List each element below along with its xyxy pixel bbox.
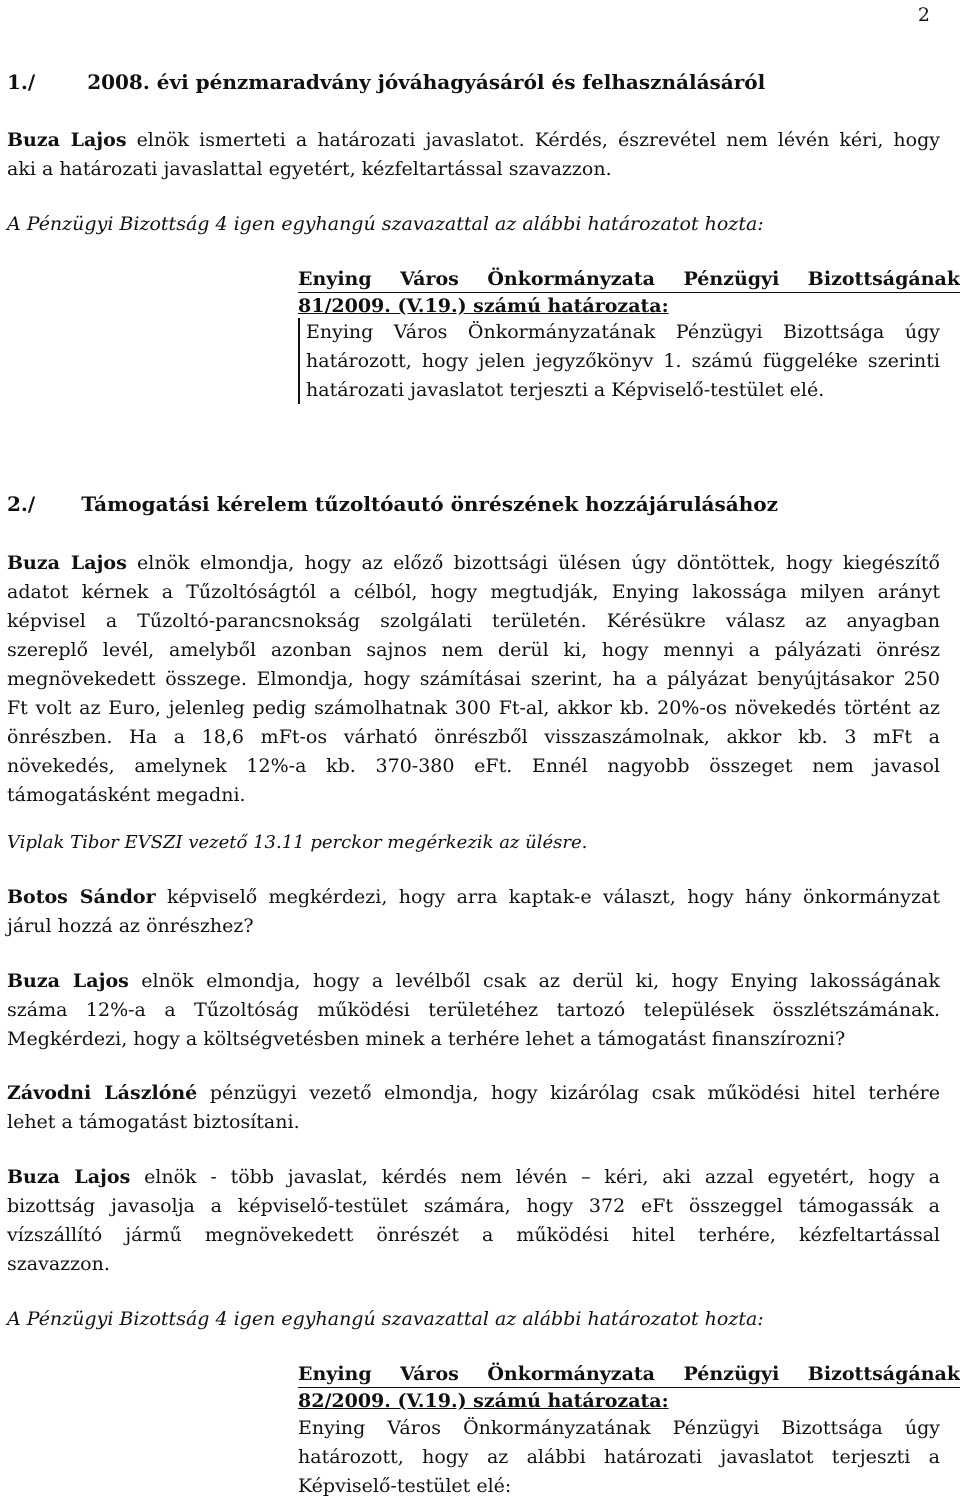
section1-vote-line: A Pénzügyi Bizottság 4 igen egyhangú szavazattal az alábbi határozatot hozta: [7,213,764,235]
section2-paragraph-line: szereplő levél, amelyből azonban sajnos nem derül ki, hogy mennyi a pályázati önrész [7,639,940,661]
section1-paragraph-line: aki a határozati javaslattal egyetért, kézfeltartással szavazzon. [7,158,612,180]
section2-paragraph-line: szavazzon. [7,1253,110,1275]
section2-paragraph-line: önrészben. Ha a 18,6 mFt-os várható önrészből visszaszámolnak, akkor kb. 3 mFt a [7,726,940,748]
section2-number: 2./ [7,492,36,516]
section2-paragraph-line: megnövekedett összege. Elmondja, hogy számításai szerint, ha a pályázat benyújtásakor 250 [7,668,940,690]
section2-paragraph-line: vízszállító jármű megnövekedett önrészét a működési hitel terhére, kézfeltartással [7,1224,940,1246]
resolution1-heading-line1: Enying Város Önkormányzata Pénzügyi Bizottságának [298,266,960,293]
section2-paragraph-line: támogatásként megadni. [7,784,246,806]
section1-number: 1./ [7,70,36,94]
section2-paragraph-line: Megkérdezi, hogy a költségvetésben minek a terhére lehet a támogatást finanszírozni? [7,1028,846,1050]
section2-vote-line: A Pénzügyi Bizottság 4 igen egyhangú szavazattal az alábbi határozatot hozta: [7,1308,764,1330]
speaker-name: Buza Lajos [7,552,127,574]
speaker-name: Buza Lajos [7,970,129,992]
speaker-name: Buza Lajos [7,1166,131,1188]
speaker-name: Závodni Lászlóné [7,1082,198,1104]
section2-paragraph-line: Buza Lajos elnök elmondja, hogy a levélből csak az derül ki, hogy Enying lakosságának [7,970,940,992]
resolution2-heading-line1: Enying Város Önkormányzata Pénzügyi Bizottságának [298,1361,960,1388]
arrival-note: Viplak Tibor EVSZI vezető 13.11 perckor megérkezik az ülésre. [7,832,588,853]
section2-paragraph-line: lehet a támogatást biztosítani. [7,1111,300,1133]
resolution2-heading [298,1361,960,1414]
section2-paragraph-line: Buza Lajos elnök - több javaslat, kérdés nem lévén – kéri, aki azzal egyetért, hogy a [7,1166,940,1188]
section1-title: 2008. évi pénzmaradvány jóváhagyásáról és felhasználásáról [87,70,766,94]
section2-paragraph-line: bizottság javasolja a képviselő-testület számára, hogy 372 eFt összeggel támogassák a [7,1195,940,1217]
section2-heading [7,490,778,518]
resolution2-heading-line2: 82/2009. (V.19.) számú határozata: [298,1390,669,1412]
resolution2-body: Enying Város Önkormányzatának Pénzügyi Bizottsága úgy határozott, hogy az alábbi határozati javaslatot terjeszti a Képviselő-testület elé: [298,1417,940,1497]
speaker-name: Buza Lajos [7,129,127,151]
section2-paragraph-line: Buza Lajos elnök elmondja, hogy az előző bizottsági ülésen úgy döntöttek, hogy kiegészítő [7,552,940,574]
page-number: 2 [917,4,930,26]
section1-paragraph-line: Buza Lajos elnök ismerteti a határozati javaslatot. Kérdés, észrevétel nem lévén kéri, hogy [7,129,940,151]
section2-paragraph-line: Botos Sándor képviselő megkérdezi, hogy arra kaptak-e választ, hogy hány önkormányzat [7,886,940,908]
resolution1-margin-bar [298,318,300,404]
resolution1-heading-line2: 81/2009. (V.19.) számú határozata: [298,295,669,317]
section2-paragraph-line: növekedés, amelynek 12%-a kb. 370-380 eFt. Ennél nagyobb összeget nem javasol [7,755,940,777]
section2-title: Támogatási kérelem tűzoltóautó önrészének hozzájárulásához [81,492,778,516]
resolution1-heading [298,266,960,319]
resolution1-body: Enying Város Önkormányzatának Pénzügyi Bizottsága úgy határozott, hogy jelen jegyzőkönyv 1. számú függeléke szerinti határozati javaslatot terjeszti a Képviselő-testület elé. [306,321,940,401]
section2-paragraph-line: Závodni Lászlóné pénzügyi vezető elmondja, hogy kizárólag csak működési hitel terhére [7,1082,940,1104]
section2-paragraph-line: járul hozzá az önrészhez? [7,915,254,937]
speaker-name: Botos Sándor [7,886,156,908]
section2-paragraph-line: száma 12%-a a Tűzoltóság működési területéhez tartozó települések összlétszámának. [7,999,940,1021]
section2-paragraph-line: Ft volt az Euro, jelenleg pedig számolhatnak 300 Ft-al, akkor kb. 20%-os növekedés történt az [7,697,940,719]
section2-paragraph-line: képvisel a Tűzoltó-parancsnokság szolgálati területén. Kérésükre válasz az anyagban [7,610,940,632]
section1-heading [7,68,765,96]
section2-paragraph-line: adatot kérnek a Tűzoltóságtól a célból, hogy megtudják, Enying lakossága milyen arányt [7,581,940,603]
